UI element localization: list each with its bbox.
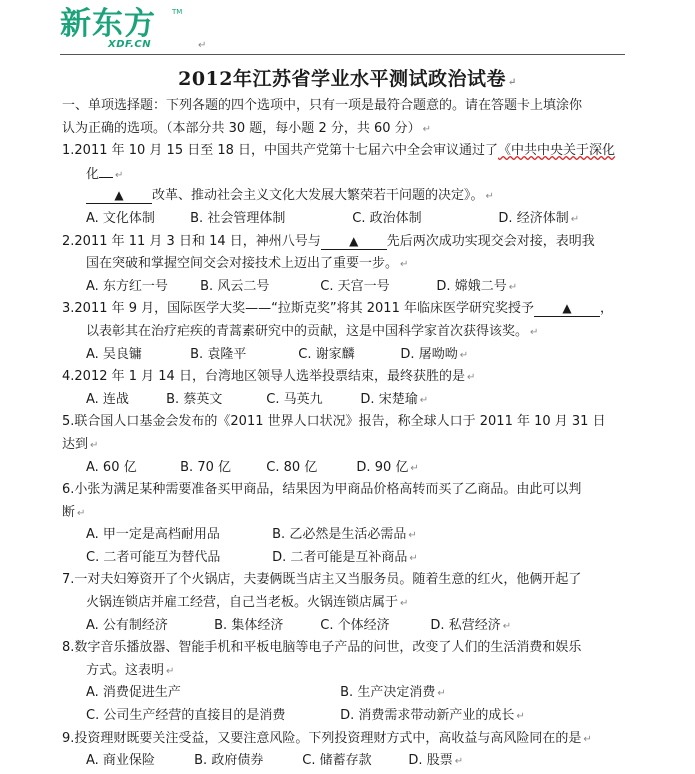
question-1-stem: 1.2011 年 10 月 15 日至 18 日，中国共产党第十七届六中全会审议通过了《中共中央关于深化 xyxy=(62,143,616,159)
question-1-options xyxy=(62,208,637,231)
paragraph-mark-icon: ↵ xyxy=(508,281,518,293)
question-8-stem-cont: 方式。这表明 ↵ xyxy=(86,662,175,678)
paragraph-mark-icon: ↵ xyxy=(198,40,207,51)
paragraph-mark-icon: ↵ xyxy=(502,620,512,632)
option-a: A. 连战 xyxy=(86,391,129,407)
option-a: A. 60 亿 xyxy=(86,459,137,475)
option-c: C. 80 亿 xyxy=(266,459,318,475)
option-a: A. 文化体制 xyxy=(86,210,155,226)
question-2-stem: 2.2011 年 11 月 3 日和 14 日，神州八号与 ▲ 先后两次成功实现交会对接，表明我 xyxy=(62,233,595,249)
option-a: A. 消费促进生产 xyxy=(86,685,181,701)
question-2-options xyxy=(62,276,637,299)
paragraph-mark-icon: ↵ xyxy=(166,665,175,677)
question-7-options xyxy=(62,615,637,638)
option-b: B. 生产决定消费 xyxy=(340,685,436,701)
question-4-stem: 4.2012 年 1 月 14 日，台湾地区领导人选举投票结束，最终获胜的是 ↵ xyxy=(62,369,476,385)
logo-trademark: TM xyxy=(172,8,183,16)
paragraph-mark-icon: ↵ xyxy=(90,439,99,451)
option-d: D. 二者可能是互补商品 xyxy=(272,549,408,565)
paragraph-mark-icon: ↵ xyxy=(422,123,432,135)
option-a: A. 商业保险 xyxy=(86,753,155,769)
paragraph-mark-icon: ↵ xyxy=(400,259,409,271)
question-1-stem-cont2: ▲ 改革、推动社会主义文化大发展大繁荣若干问题的决定》。 ↵ xyxy=(62,185,637,208)
option-a: A. 东方红一号 xyxy=(86,278,168,294)
question-3-stem: 3.2011 年 9 月，国际医学大奖——“拉斯克奖”将其 2011 年临床医学研究奖授予 ▲ ， xyxy=(62,301,613,317)
question-1-stem-cont: 化 ↵ xyxy=(62,163,637,186)
option-b: B. 袁隆平 xyxy=(190,346,247,362)
paragraph-mark-icon: ↵ xyxy=(583,733,592,745)
question-3-stem-cont: 以表彰其在治疗疟疾的青蒿素研究中的贡献，这是中国科学家首次获得该奖。 ↵ xyxy=(86,323,539,339)
option-c: C. 马英九 xyxy=(266,391,323,407)
option-c: C. 谢家麟 xyxy=(298,346,355,362)
question-8-options-row-2 xyxy=(62,705,637,728)
option-d: D. 私营经济 xyxy=(430,617,501,633)
paragraph-mark-icon: ↵ xyxy=(459,349,469,361)
option-b: B. 风云二号 xyxy=(200,278,270,294)
option-b: B. 乙必然是生活必需品 xyxy=(272,527,407,543)
xdf-logo xyxy=(60,6,183,50)
answer-blank: ▲ xyxy=(534,300,600,317)
option-b: B. 社会管理体制 xyxy=(190,210,286,226)
paragraph-mark-icon: ↵ xyxy=(516,711,525,723)
paragraph-mark-icon: ↵ xyxy=(408,530,417,542)
paragraph-mark-icon: ↵ xyxy=(437,688,446,700)
section-instruction-line-2: 认为正确的选项。（本部分共 30 题，每小题 2 分，共 60 分） ↵ xyxy=(62,120,432,136)
question-9-stem: 9.投资理财既要关注受益，又要注意风险。下列投资理财方式中，高收益与高风险同在的是 ↵ xyxy=(62,730,592,746)
section-instruction-line-1: 一、单项选择题：下列各题的四个选项中，只有一项是最符合题意的。请在答题卡上填涂你 xyxy=(62,98,583,113)
option-b: B. 70 亿 xyxy=(180,459,231,475)
option-c: C. 储蓄存款 xyxy=(302,753,372,769)
option-c: C. 天宫一号 xyxy=(320,278,390,294)
option-c: C. 政治体制 xyxy=(352,210,422,226)
paragraph-mark-icon: ↵ xyxy=(466,372,476,384)
option-d: D. 经济体制 xyxy=(498,210,569,226)
logo-wordmark: 新东方 xyxy=(60,6,156,42)
question-6-stem-cont: 断 ↵ xyxy=(62,504,86,520)
option-d: D. 消费需求带动新产业的成长 xyxy=(340,708,515,724)
option-b: B. 政府债券 xyxy=(194,753,264,769)
question-4-options xyxy=(62,389,637,412)
blank-underline xyxy=(99,163,113,178)
answer-blank: ▲ xyxy=(86,187,152,204)
question-8-stem: 8.数字音乐播放器、智能手机和平板电脑等电子产品的问世，改变了人们的生活消费和娱乐 xyxy=(62,640,582,656)
question-8-options-row-1 xyxy=(62,682,637,705)
option-d: D. 屠呦呦 xyxy=(400,346,458,362)
paragraph-mark-icon: ↵ xyxy=(410,462,419,474)
document-body xyxy=(62,95,637,773)
paragraph-mark-icon: ↵ xyxy=(409,552,418,564)
paragraph-mark-icon: ↵ xyxy=(77,507,86,519)
paragraph-mark-icon: ↵ xyxy=(400,598,409,610)
question-6-options-row-1 xyxy=(62,524,637,547)
option-d: D. 股票 xyxy=(408,753,453,769)
header-divider xyxy=(60,54,625,55)
document-title: 2012年江苏省学业水平测试政治试卷 ↵ xyxy=(178,68,517,90)
option-a: A. 公有制经济 xyxy=(86,617,168,633)
logo-domain: XDF.CN xyxy=(108,39,152,50)
paragraph-mark-icon: ↵ xyxy=(115,169,124,181)
question-6-stem: 6.小张为满足某种需要准备买甲商品，结果因为甲商品价格高转而买了乙商品。由此可以判 xyxy=(62,482,582,498)
option-c: C. 二者可能互为替代品 xyxy=(86,549,221,565)
option-b: B. 集体经济 xyxy=(214,617,284,633)
question-5-stem-cont: 达到 ↵ xyxy=(62,436,99,452)
question-5-stem: 5.联合国人口基金会发布的《2011 世界人口状况》报告，称全球人口于 2011 年 10 月 31 日 xyxy=(62,414,606,430)
question-1-doc-title: 《中共中央关于深化 xyxy=(498,143,616,159)
question-6-options-row-2 xyxy=(62,547,637,570)
paragraph-mark-icon: ↵ xyxy=(454,756,464,768)
question-9-options xyxy=(62,750,637,773)
option-a: A. 甲一定是高档耐用品 xyxy=(86,527,220,543)
question-3-options xyxy=(62,344,637,367)
paragraph-mark-icon: ↵ xyxy=(508,77,517,88)
question-5-options xyxy=(62,457,637,480)
question-7-stem-cont: 火锅连锁店并雇工经营，自己当老板。火锅连锁店属于 ↵ xyxy=(86,595,409,611)
option-a: A. 吴良镛 xyxy=(86,346,142,362)
option-d: D. 宋楚瑜 xyxy=(360,391,418,407)
question-7-stem: 7.一对夫妇筹资开了个火锅店，夫妻俩既当店主又当服务员。随着生意的红火，他俩开起了 xyxy=(62,572,582,588)
paragraph-mark-icon: ↵ xyxy=(419,394,429,406)
paragraph-mark-icon: ↵ xyxy=(530,326,539,338)
option-c: C. 公司生产经营的直接目的是消费 xyxy=(86,708,286,724)
option-d: D. 90 亿 xyxy=(356,459,409,475)
question-2-stem-cont: 国在突破和掌握空间交会对接技术上迈出了重要一步。 ↵ xyxy=(86,256,409,272)
option-c: C. 个体经济 xyxy=(320,617,390,633)
option-d: D. 嫦娥二号 xyxy=(436,278,507,294)
answer-blank: ▲ xyxy=(321,233,387,250)
paragraph-mark-icon: ↵ xyxy=(485,191,494,203)
option-b: B. 蔡英文 xyxy=(166,391,223,407)
paragraph-mark-icon: ↵ xyxy=(570,213,580,225)
